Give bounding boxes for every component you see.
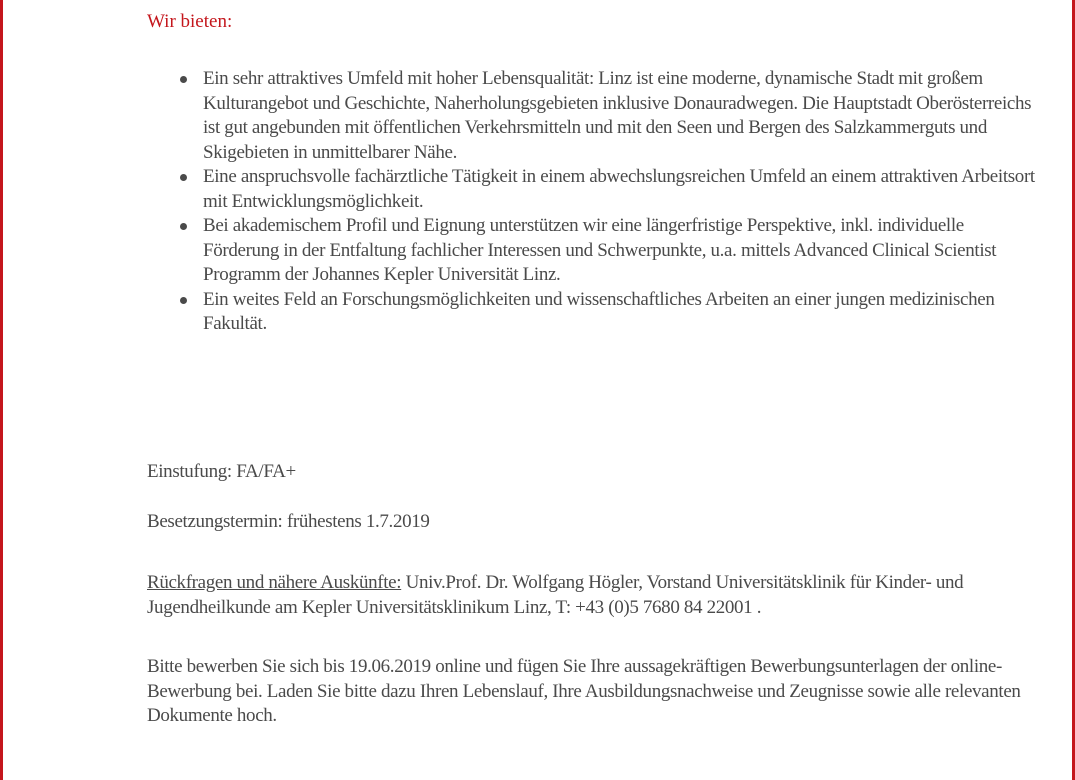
- job-offer-content: [147, 0, 1037, 726]
- offers-list: [147, 67, 1037, 337]
- bewerbung-paragraph: Bitte bewerben Sie sich bis 19.06.2019 online und fügen Sie Ihre aussagekräftigen Bewerbungsunterlagen der online-Bewerbung bei. Laden Sie bitte dazu Ihren Lebenslauf, Ihre Ausbildungsnachweise und Zeugnisse sowie alle relevanten Dokumente hoch.: [147, 656, 1021, 726]
- besetzungstermin-text: Besetzungstermin: frühestens 1.7.2019: [147, 511, 430, 532]
- section-heading-wir-bieten: Wir bieten:: [147, 11, 233, 32]
- einstufung-text: Einstufung: FA/FA+: [147, 461, 296, 482]
- rueckfragen-paragraph: [147, 571, 1037, 620]
- rueckfragen-contact: Univ.Prof. Dr. Wolfgang Högler, Vorstand Universitätsklinik für Kinder- und Jugendheilkunde am Kepler Universitätsklinikum Linz, T: +43 (0)5 7680 84 22001 .: [147, 572, 964, 618]
- offer-item-taetigkeit: Eine anspruchsvolle fachärztliche Tätigkeit in einem abwechslungsreichen Umfeld an einem attraktiven Arbeitsort mit Entwicklungsmöglichkeit.: [203, 165, 1037, 214]
- offer-item-lebensqualitaet: Ein sehr attraktives Umfeld mit hoher Lebensqualität: Linz ist eine moderne, dynamische Stadt mit großem Kulturangebot und Geschichte, Naherholungsgebieten inklusive Donauradwegen. Die Hauptstadt Oberösterreichs ist gut angebunden mit öffentlichen Verkehrsmitteln und mit den Seen und Bergen des Salzkammerguts und Skigebieten in unmittelbarer Nähe.: [203, 67, 1037, 165]
- offer-item-forschung: Ein weites Feld an Forschungsmöglichkeiten und wissenschaftliches Arbeiten an einer jungen medizinischen Fakultät.: [203, 288, 1037, 337]
- rueckfragen-label: Rückfragen und nähere Auskünfte:: [147, 572, 402, 593]
- offer-item-perspektive: Bei akademischem Profil und Eignung unterstützen wir eine längerfristige Perspektive, inkl. individuelle Förderung in der Entfaltung fachlicher Interessen und Schwerpunkte, u.a. mittels Advanced Clinical Scientist Programm der Johannes Kepler Universität Linz.: [203, 214, 1037, 288]
